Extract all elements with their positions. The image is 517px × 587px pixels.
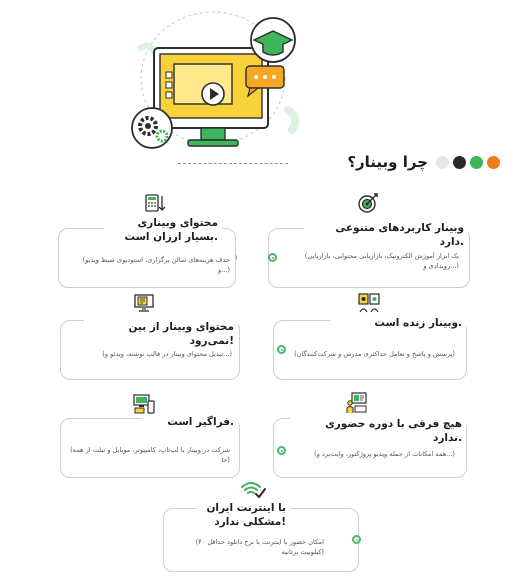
dot-black — [453, 156, 466, 169]
card-dot — [277, 345, 286, 354]
section-title: چرا وبینار؟ — [347, 153, 428, 171]
card-desc: (همه امکانات از جمله ویدیو پروژکتور، وایت‌برد و...) — [314, 450, 455, 458]
card-title: فراگیر است. — [142, 413, 238, 431]
presentation-icon — [346, 392, 368, 414]
card-title: محتوای وبینار از بین نمی‌رود! — [84, 318, 238, 350]
wifi-check-icon — [240, 478, 266, 500]
card-title: محتوای وبیناری بسیار ارزان است. — [104, 214, 222, 246]
card-desc: (شرکت در وبینار با لپ‌تاپ، کامپیوتر، موبایل و تبلت از همه جا) — [70, 446, 230, 464]
hero-illustration — [118, 8, 318, 158]
card-title: هیچ فرقی با دوره حضوری ندارد. — [290, 415, 466, 447]
card-desc: (امکان حضور با اینترنت با نرخ دانلود حداقل ۴۰ کیلوبیت برثانیه) — [195, 538, 324, 556]
card-dot — [268, 253, 277, 262]
card-desc: (پرسش و پاسخ و تعامل حداکثری مدرس و شرکت‌کنندگان) — [294, 350, 455, 358]
card-desc: (حذف هزینه‌های سالن برگزاری، استودیوی ضبط ویدیو و...) — [82, 256, 230, 274]
calculator-icon — [144, 192, 166, 214]
dot-orange — [487, 156, 500, 169]
card-title: وبینار زنده است. — [330, 314, 466, 332]
graduation-cap-icon — [251, 18, 295, 62]
card-title: با اینترنت ایران مشکلی ندارد! — [196, 499, 290, 531]
card-title: وبینار کاربردهای متنوعی دارد. — [304, 219, 468, 251]
card-dot — [352, 535, 361, 544]
section-heading — [290, 150, 500, 174]
card-desc: (تبدیل محتوای وبینار در قالب نوشته، ویدئو و...) — [102, 350, 232, 358]
target-icon — [357, 192, 379, 214]
devices-icon — [133, 392, 155, 414]
monitor-doc-icon — [133, 292, 155, 314]
dot-gray — [436, 156, 449, 169]
color-dots — [428, 156, 500, 170]
card-dot — [277, 446, 286, 455]
card-desc: (یک ابزار آموزش الکترونیک، بازاریابی محتوایی، بازاریابی رویدادی و...) — [304, 252, 459, 270]
qa-icon — [358, 292, 380, 314]
heading-divider — [178, 163, 288, 164]
dot-green — [470, 156, 483, 169]
gears-icon — [132, 108, 172, 148]
